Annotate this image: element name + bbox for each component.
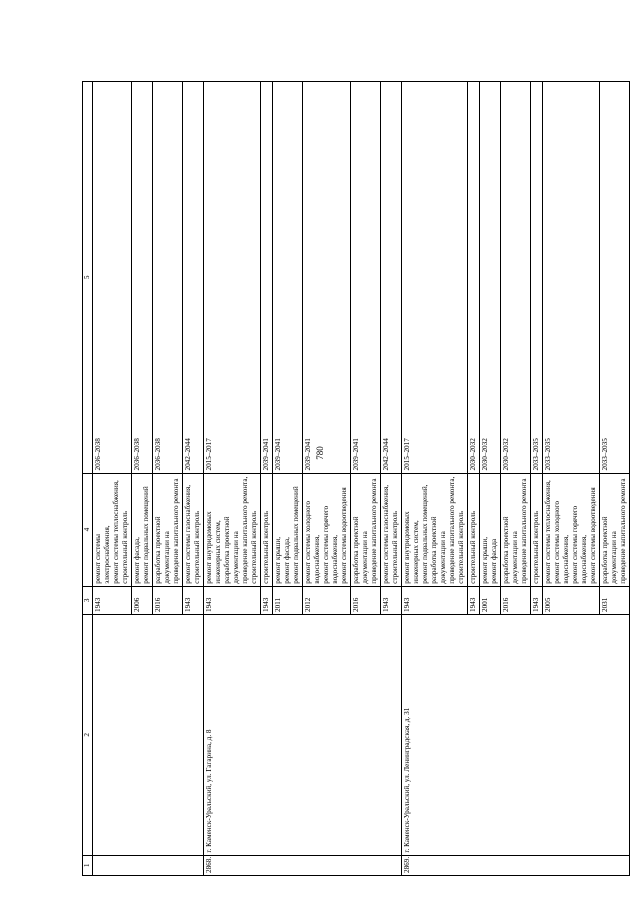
work-description bbox=[303, 473, 351, 586]
year-cell: 2005 bbox=[543, 586, 600, 614]
work-line: строительный контроль bbox=[469, 510, 477, 584]
year-cell: 2006 bbox=[132, 586, 153, 614]
work-description bbox=[93, 473, 132, 586]
row-number: 2869. bbox=[402, 855, 630, 875]
work-line: строительный контроль bbox=[250, 510, 258, 584]
work-line: ремонт системы электроснабжения, bbox=[94, 525, 111, 584]
work-line: проведение капитального ремонта bbox=[172, 478, 180, 584]
year-cell: 1943 bbox=[93, 586, 132, 614]
work-line: ремонт системы холодного водоснабжения, bbox=[553, 501, 570, 584]
work-line: ремонт фасада, bbox=[133, 537, 141, 584]
period-cell: 2036–2038 bbox=[132, 82, 153, 474]
period-cell: 2015–2017 bbox=[204, 82, 261, 474]
work-line: ремонт системы теплоснабжения, bbox=[544, 480, 552, 584]
table-body bbox=[93, 82, 630, 876]
work-description bbox=[480, 473, 501, 586]
work-line: проведение капитального ремонта, bbox=[241, 476, 249, 584]
year-cell: 2016 bbox=[351, 586, 381, 614]
work-description bbox=[153, 473, 183, 586]
work-description bbox=[183, 473, 204, 586]
year-cell: 1943 bbox=[261, 586, 273, 614]
work-line: ремонт крыши, bbox=[481, 536, 489, 584]
work-line: ремонт фасада, bbox=[283, 537, 291, 584]
work-line: разработка проектной документации на bbox=[430, 516, 447, 584]
capital-repair-table bbox=[82, 81, 630, 876]
work-description bbox=[501, 473, 531, 586]
year-cell: 1943 bbox=[531, 586, 543, 614]
column-header: 3 bbox=[83, 586, 93, 614]
work-description bbox=[204, 473, 261, 586]
work-description bbox=[381, 473, 402, 586]
period-cell: 2033–2035 bbox=[600, 82, 630, 474]
work-line: разработка проектной документации на bbox=[223, 516, 240, 584]
work-line: проведение капитального ремонта bbox=[520, 478, 528, 584]
work-description bbox=[543, 473, 600, 586]
work-line: ремонт системы водоотведения bbox=[340, 487, 348, 584]
work-description bbox=[468, 473, 480, 586]
work-line: ремонт системы горячего водоснабжения, bbox=[571, 505, 588, 584]
work-line: разработка проектной документации на bbox=[502, 516, 519, 584]
work-line: ремонт фасада bbox=[490, 538, 498, 584]
period-cell: 2030–2032 bbox=[501, 82, 531, 474]
year-cell: 2001 bbox=[480, 586, 501, 614]
period-cell: 2039–2041 bbox=[273, 82, 303, 474]
column-header: 5 bbox=[83, 82, 93, 474]
year-cell: 1943 bbox=[381, 586, 402, 614]
period-cell: 2042–2044 bbox=[183, 82, 204, 474]
column-header: 4 bbox=[83, 473, 93, 586]
year-cell: 1943 bbox=[402, 586, 468, 614]
building-address: г. Каменск-Уральский, ул. Ленинградская, д. 31 bbox=[402, 615, 630, 856]
year-cell: 2031 bbox=[600, 586, 630, 614]
year-cell: 1943 bbox=[183, 586, 204, 614]
year-cell: 2012 bbox=[303, 586, 351, 614]
work-description bbox=[402, 473, 468, 586]
period-cell: 2036–2038 bbox=[153, 82, 183, 474]
work-description bbox=[132, 473, 153, 586]
work-line: ремонт системы водоотведения bbox=[589, 487, 597, 584]
work-description bbox=[273, 473, 303, 586]
work-line: строительный контроль bbox=[391, 510, 399, 584]
period-cell: 2030–2032 bbox=[468, 82, 480, 474]
work-line: проведение капитального ремонта, bbox=[448, 476, 456, 584]
work-line: ремонт системы холодного водоснабжения, bbox=[304, 501, 321, 584]
period-cell: 2036–2038 bbox=[93, 82, 132, 474]
table-row bbox=[402, 82, 468, 876]
work-description bbox=[600, 473, 630, 586]
building-address: г. Каменск-Уральский, ул. Гагарина, д. 8 bbox=[204, 615, 402, 856]
work-line: строительный контроль bbox=[457, 510, 465, 584]
work-line: ремонт системы газоснабжения, bbox=[382, 485, 390, 584]
page-number: 780 bbox=[315, 446, 325, 460]
work-line: строительный контроль bbox=[532, 510, 540, 584]
work-line: ремонт системы газоснабжения, bbox=[184, 485, 192, 584]
work-line: ремонт внутридомовых инженерных систем, bbox=[205, 511, 222, 584]
year-cell: 2016 bbox=[153, 586, 183, 614]
period-cell: 2015–2017 bbox=[402, 82, 468, 474]
year-cell: 2016 bbox=[501, 586, 531, 614]
year-cell: 2011 bbox=[273, 586, 303, 614]
period-cell: 2033–2035 bbox=[543, 82, 600, 474]
period-cell: 2030–2032 bbox=[480, 82, 501, 474]
work-line: проведение капитального ремонта bbox=[370, 478, 378, 584]
period-cell: 2039–2041 bbox=[303, 82, 351, 474]
column-header: 2 bbox=[83, 615, 93, 856]
work-description bbox=[351, 473, 381, 586]
work-description bbox=[261, 473, 273, 586]
year-cell: 1943 bbox=[468, 586, 480, 614]
work-line: строительный контроль bbox=[193, 510, 201, 584]
period-cell: 2039–2041 bbox=[261, 82, 273, 474]
table-row bbox=[93, 82, 132, 876]
work-description bbox=[531, 473, 543, 586]
row-number bbox=[93, 855, 204, 875]
work-line: ремонт крыши, bbox=[274, 536, 282, 584]
work-line: ремонт системы горячего водоснабжения, bbox=[322, 505, 339, 584]
work-line: ремонт подвальных помещений bbox=[142, 486, 150, 584]
column-header: 1 bbox=[83, 855, 93, 875]
work-line: разработка проектной документации на bbox=[601, 516, 618, 584]
period-cell: 2033–2035 bbox=[531, 82, 543, 474]
period-cell: 2042–2044 bbox=[381, 82, 402, 474]
work-line: строительный контроль bbox=[121, 510, 129, 584]
table-row bbox=[204, 82, 261, 876]
work-line: ремонт подвальных помещений bbox=[292, 486, 300, 584]
work-line: ремонт внутридомовых инженерных систем, bbox=[403, 511, 420, 584]
period-cell: 2039–2041 bbox=[351, 82, 381, 474]
work-line: разработка проектной документации на bbox=[352, 516, 369, 584]
work-line: ремонт системы теплоснабжения, bbox=[112, 480, 120, 584]
header-row bbox=[83, 82, 93, 876]
work-line: строительный контроль bbox=[262, 510, 270, 584]
work-line: проведение капитального ремонта bbox=[619, 478, 627, 584]
year-cell: 1943 bbox=[204, 586, 261, 614]
row-number: 2868. bbox=[204, 855, 402, 875]
work-line: ремонт подвальных помещений, bbox=[421, 484, 429, 584]
work-line: разработка проектной документации на bbox=[154, 516, 171, 584]
building-address bbox=[93, 615, 204, 856]
rotated-table-container bbox=[82, 81, 627, 876]
